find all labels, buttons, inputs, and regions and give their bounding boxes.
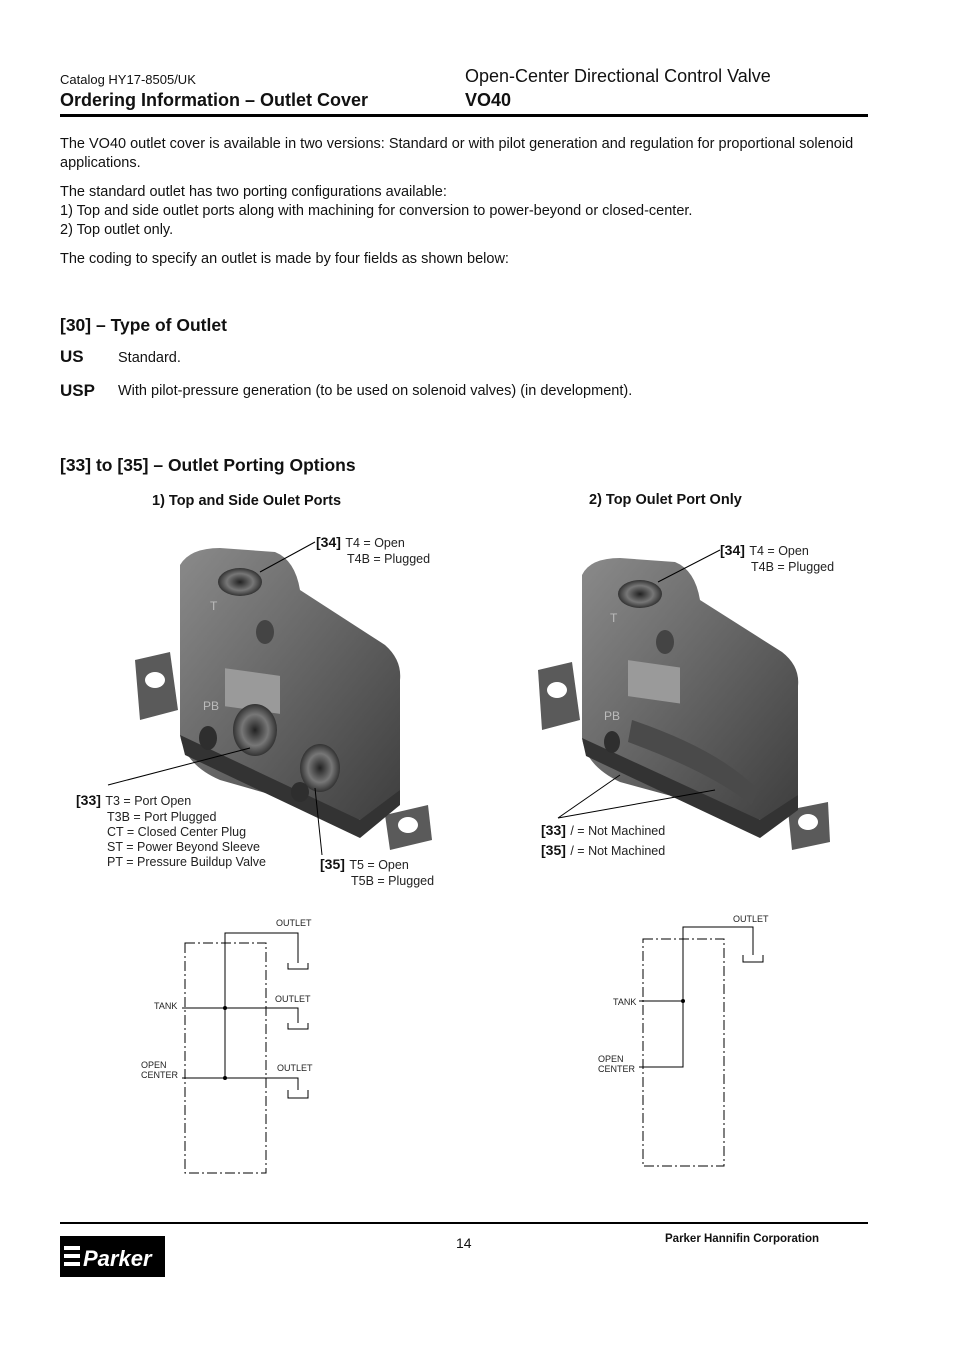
page-number: 14 — [456, 1235, 472, 1251]
pb-mark: PB — [604, 709, 621, 723]
open-center-label — [141, 1060, 178, 1080]
right-option-title: 2) Top Oulet Port Only — [589, 492, 742, 508]
t-mark: T — [610, 611, 618, 625]
port-t4 — [218, 568, 262, 596]
outlet-label: OUTLET — [733, 914, 769, 924]
intro-line: 2) Top outlet only. — [60, 222, 174, 238]
callout-text: T4B = Plugged — [751, 560, 835, 574]
callout-code: [34] — [720, 542, 745, 558]
callout-code: [35] — [320, 856, 345, 872]
outlet-label: OUTLET — [276, 918, 312, 928]
callout-35-left — [320, 856, 434, 889]
tank-symbol — [288, 963, 308, 969]
callout-text: T3 = Port Open — [105, 794, 192, 808]
callout-code: [34] — [316, 534, 341, 550]
tank-symbol — [743, 955, 763, 962]
pb-mark: PB — [203, 699, 220, 713]
intro-paragraph-1: The VO40 outlet cover is available in two versions: Standard or with pilot generation and regulation for proportional solenoid applications. — [60, 136, 854, 171]
tank-symbol — [288, 1090, 308, 1098]
product-title: Open-Center Directional Control Valve — [465, 66, 771, 86]
outlet-cover-body — [582, 558, 798, 820]
tank-label: TANK — [613, 997, 637, 1007]
callout-text: T3B = Port Plugged — [107, 810, 217, 824]
t-mark: T — [210, 599, 218, 613]
callout-33-left — [76, 792, 266, 870]
footer-rule — [60, 1222, 868, 1224]
company-name: Parker Hannifin Corporation — [665, 1233, 819, 1245]
callout-34-left — [316, 534, 430, 567]
callout-text: T4 = Open — [345, 536, 405, 550]
intro-line: 1) Top and side outlet ports along with machining for conversion to power-beyond or closed-center. — [60, 203, 693, 219]
tank-label: TANK — [154, 1001, 178, 1011]
leader-33 — [558, 775, 620, 818]
callout-35-right — [541, 842, 665, 860]
callout-text: / = Not Machined — [570, 844, 666, 858]
callout-34-right — [720, 542, 834, 575]
callout-text: PT = Pressure Buildup Valve — [107, 855, 266, 869]
callout-33-right — [541, 822, 665, 840]
callout-code: [35] — [541, 842, 566, 858]
intro-paragraph-2 — [60, 183, 872, 240]
callout-text: T5B = Plugged — [351, 874, 435, 888]
intro-paragraph-3: The coding to specify an outlet is made by four fields as shown below: — [60, 251, 509, 267]
left-option-title: 1) Top and Side Oulet Ports — [152, 493, 342, 509]
outlet-label: OUTLET — [277, 1063, 313, 1073]
callout-text: T5 = Open — [349, 858, 409, 872]
callout-text: CT = Closed Center Plug — [107, 825, 247, 839]
outlet-label: OUTLET — [275, 994, 311, 1004]
product-code: VO40 — [465, 90, 512, 110]
label-line: OPEN — [598, 1054, 624, 1064]
callout-text: ST = Power Beyond Sleeve — [107, 840, 260, 854]
option-description: With pilot-pressure generation (to be used on solenoid valves) (in development). — [118, 383, 633, 399]
option-code: USP — [60, 381, 95, 400]
type-of-outlet-heading: [30] – Type of Outlet — [60, 315, 227, 335]
catalog-number: Catalog HY17-8505/UK — [60, 72, 196, 87]
label-line: CENTER — [141, 1070, 179, 1080]
callout-text: T4B = Plugged — [347, 552, 431, 566]
port-t3 — [233, 704, 277, 756]
section-title: Ordering Information – Outlet Cover — [60, 90, 369, 110]
header-rule — [60, 114, 868, 117]
callout-text: / = Not Machined — [570, 824, 666, 838]
callout-code: [33] — [76, 792, 101, 808]
intro-line: The standard outlet has two porting configurations available: — [60, 184, 447, 200]
option-code: US — [60, 347, 84, 366]
option-description: Standard. — [118, 350, 181, 366]
logo-text: Parker — [83, 1246, 152, 1271]
parker-logo — [60, 1236, 165, 1277]
outlet-cover-body — [180, 548, 400, 820]
label-line: CENTER — [598, 1064, 636, 1074]
label-line: OPEN — [141, 1060, 167, 1070]
right-hydraulic-schematic — [595, 915, 795, 1175]
callout-code: [33] — [541, 822, 566, 838]
name-plate — [628, 660, 680, 703]
porting-heading: [33] to [35] – Outlet Porting Options — [60, 455, 356, 475]
left-hydraulic-schematic — [140, 915, 340, 1180]
open-center-label — [598, 1054, 635, 1074]
tank-symbol — [288, 1023, 308, 1029]
callout-text: T4 = Open — [749, 544, 809, 558]
port-t4 — [618, 580, 662, 608]
